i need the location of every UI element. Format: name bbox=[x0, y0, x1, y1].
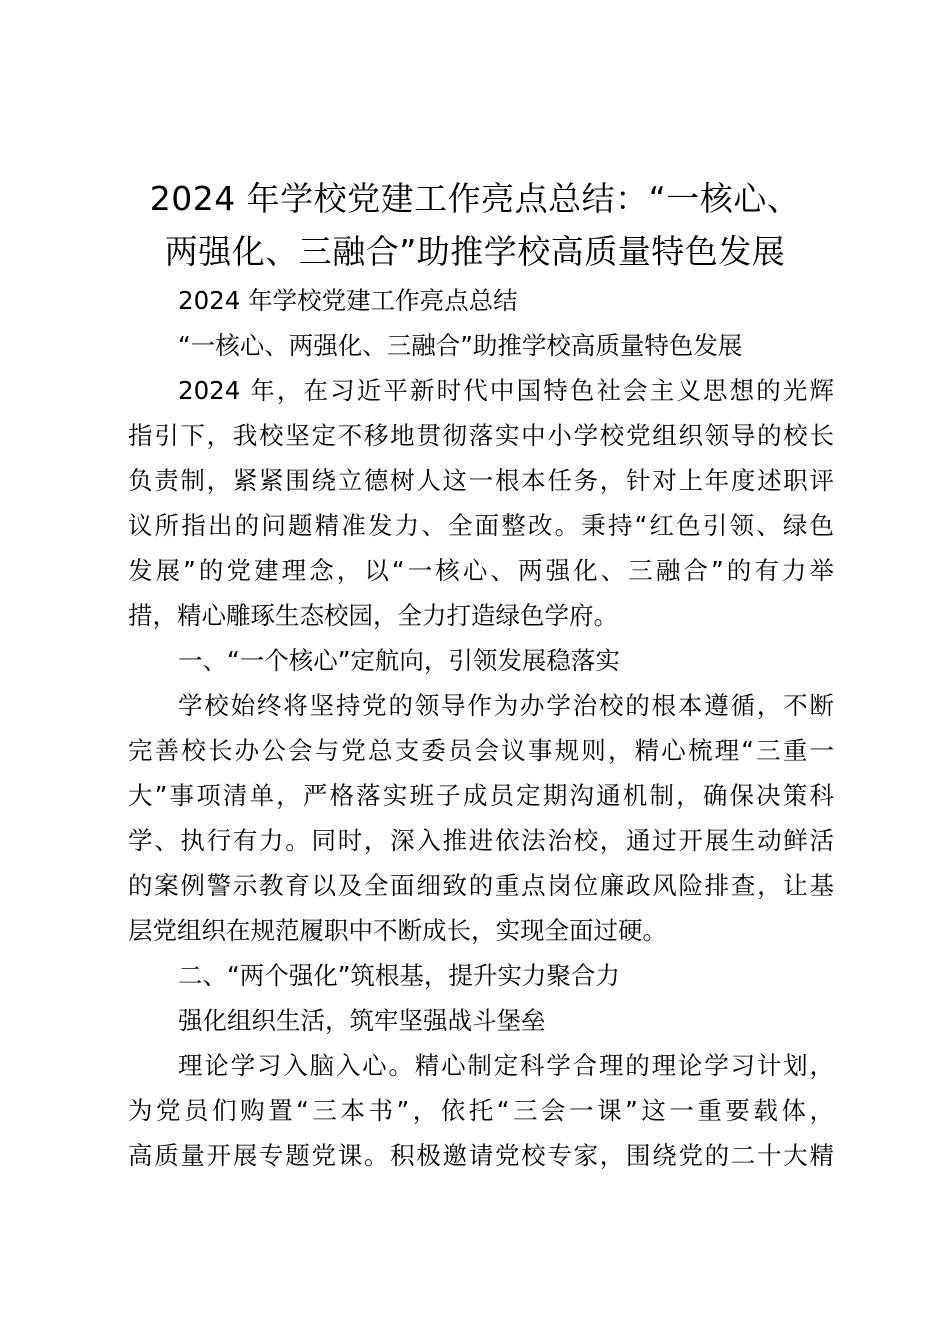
text-line: 层党组织在规范履职中不断成长，实现全面过硬。 bbox=[128, 916, 667, 945]
text-line: 大”事项清单，严格落实班子成员定期沟通机制，确保决策科 bbox=[128, 781, 834, 810]
text-line: 完善校长办公会与党总支委员会议事规则，精心梳理“三重一 bbox=[128, 736, 834, 765]
text-line: 强化组织生活，筑牢坚强战斗堡垒 bbox=[178, 1006, 546, 1035]
document-title bbox=[95, 172, 855, 278]
text-line: 学、执行有力。同时，深入推进依法治校，通过开展生动鲜活 bbox=[128, 826, 834, 855]
text-line: 措，精心雕琢生态校园，全力打造绿色学府。 bbox=[128, 601, 618, 630]
text-line: 高质量开展专题党课。积极邀请党校专家，围绕党的二十大精 bbox=[128, 1141, 834, 1170]
text-line: 为党员们购置“三本书”，依托“三会一课”这一重要载体， bbox=[128, 1096, 834, 1125]
text-line: 的案例警示教育以及全面细致的重点岗位廉政风险排查，让基 bbox=[128, 871, 834, 900]
text-line: 二、“两个强化”筑根基，提升实力聚合力 bbox=[178, 961, 620, 990]
text-line: 发展”的党建理念，以“一核心、两强化、三融合”的有力举 bbox=[128, 556, 834, 585]
text-line: 一、“一个核心”定航向，引领发展稳落实 bbox=[178, 646, 620, 675]
text-line: 议所指出的问题精准发力、全面整改。秉持“红色引领、绿色 bbox=[128, 511, 834, 540]
text-line: 负责制，紧紧围绕立德树人这一根本任务，针对上年度述职评 bbox=[128, 466, 834, 495]
text-line: 2024 年学校党建工作亮点总结 bbox=[178, 286, 518, 315]
title-line-1: 2024 年学校党建工作亮点总结：“一核心、 bbox=[149, 179, 801, 218]
text-line: 理论学习入脑入心。精心制定科学合理的理论学习计划， bbox=[178, 1051, 834, 1080]
text-line: 学校始终将坚持党的领导作为办学治校的根本遵循，不断 bbox=[178, 691, 834, 720]
text-line: 2024 年，在习近平新时代中国特色社会主义思想的光辉 bbox=[178, 376, 834, 405]
title-line-2: 两强化、三融合”助推学校高质量特色发展 bbox=[164, 232, 786, 271]
text-line: “一核心、两强化、三融合”助推学校高质量特色发展 bbox=[178, 331, 743, 360]
text-line: 指引下，我校坚定不移地贯彻落实中小学校党组织领导的校长 bbox=[128, 421, 834, 450]
document-body bbox=[128, 278, 834, 1178]
